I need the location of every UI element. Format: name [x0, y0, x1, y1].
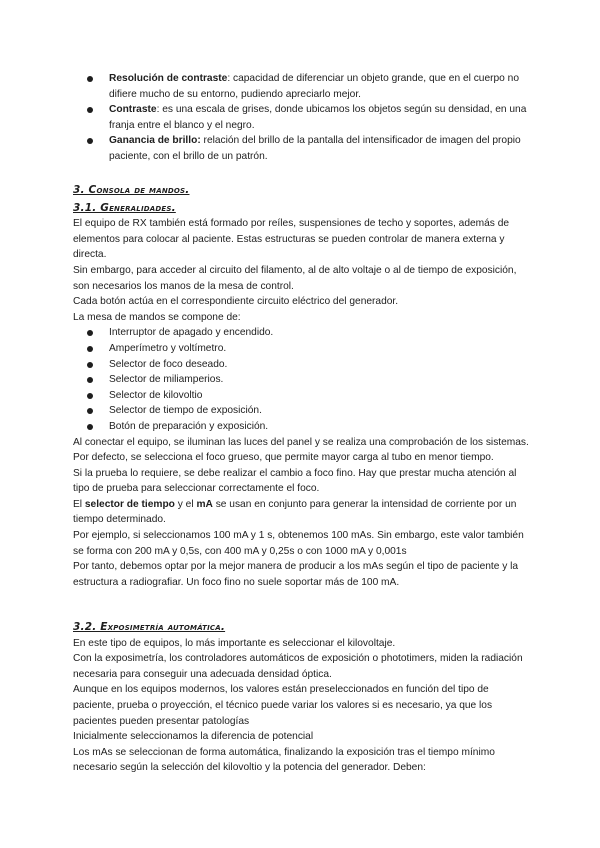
bullet-icon — [87, 377, 93, 383]
definition: : es una escala de grises, donde ubicamos los objetos según su densidad, en una franja entre el blanco y el negro. — [109, 104, 527, 131]
list-item: Selector de kilovoltio — [73, 388, 531, 404]
section-3 — [73, 183, 531, 590]
bullet-icon — [87, 424, 93, 430]
paragraph: Sin embargo, para acceder al circuito del filamento, al de alto voltaje o al de tiempo de exposición, son necesarios los manos de la mesa de control. — [73, 264, 517, 292]
bullet-icon — [87, 330, 93, 336]
list-item: Botón de preparación y exposición. — [73, 419, 531, 435]
term: Resolución de contraste — [109, 73, 228, 84]
paragraph: Con la exposimetría, los controladores automáticos de exposición o phototimers, miden la radiación necesaria para conseguir una adecuada densidad óptica. — [73, 653, 523, 680]
subsection-heading: 3.1. Generalidades. — [73, 201, 176, 214]
section-heading: 3. Consola de mandos. — [73, 184, 190, 196]
list-item — [87, 133, 527, 164]
paragraph: Si la prueba lo requiere, se debe realizar el cambio a foco fino. Hay que prestar mucha atención al tipo de prueba para seleccionar correctamente el foco. — [73, 467, 517, 495]
paragraph: El equipo de RX también está formado por reíles, suspensiones de techo y soportes, además de elementos para colocar al paciente. Estas estructuras se pueden controlar de manera externa y directa. — [73, 218, 510, 261]
paragraph: Inicialmente seleccionamos la diferencia de potencial — [73, 731, 314, 743]
paragraph: Aunque en los equipos modernos, los valores están preseleccionados en función del tipo de paciente, prueba o proyección, el técnico puede variar los valores si es necesario, ya que los pacientes pueden presentar patologías — [73, 684, 493, 727]
list-item: Amperímetro y voltímetro. — [73, 341, 531, 357]
definition: : capacidad de diferenciar un objeto grande, que en el cuerpo no difiere mucho de su entorno, pudiendo apreciarlo mejor. — [109, 73, 520, 100]
bullet-icon — [87, 107, 93, 113]
definition: relación del brillo de la pantalla del intensificador de imagen del propio paciente, con el brillo de un patrón. — [109, 135, 521, 162]
bullet-icon — [87, 362, 93, 368]
paragraph: Al conectar el equipo, se iluminan las luces del panel y se realiza una comprobación de los sistemas. — [73, 436, 529, 448]
list-item: Selector de miliamperios. — [73, 372, 531, 388]
subsection-heading: 3.2. Exposimetría automática. — [73, 621, 226, 633]
bullet-icon — [87, 393, 93, 399]
bullet-icon — [87, 76, 93, 82]
top-bullet-list — [87, 71, 527, 165]
list-item: Selector de tiempo de exposición. — [73, 403, 531, 419]
paragraph: El selector de tiempo y el mA se usan en conjunto para generar la intensidad de corriente por un tiempo determinado. — [73, 498, 517, 526]
paragraph: Los mAs se seleccionan de forma automática, finalizando la exposición tras el tiempo mínimo necesario según la selección del kilovoltio y la potencia del generador. Deben: — [73, 746, 495, 774]
control-panel-list — [73, 325, 531, 434]
section-3-2 — [73, 620, 531, 776]
paragraph: Por ejemplo, si seleccionamos 100 mA y 1 s, obtenemos 100 mAs. Sin embargo, este valor también se forma con 200 mA y 0,5s, con 400 mA y 0,25s o con 1000 mA y 0,001s — [73, 530, 524, 557]
paragraph: Por tanto, debemos optar por la mejor manera de producir a los mAs según el tipo de paciente y la estructura a radiografiar. Un foco fino no suele soportar más de 100 mA. — [73, 561, 519, 588]
term: Contraste — [109, 104, 157, 116]
list-item: Selector de foco deseado. — [73, 357, 531, 373]
term: Ganancia de brillo: — [109, 135, 201, 147]
paragraph: Cada botón actúa en el correspondiente circuito eléctrico del generador. — [73, 296, 399, 308]
bullet-icon — [87, 408, 93, 414]
paragraph: La mesa de mandos se compone de: — [73, 311, 241, 323]
bullet-icon — [87, 346, 93, 352]
bullet-icon — [87, 138, 93, 144]
list-item — [87, 102, 527, 133]
list-item: Interruptor de apagado y encendido. — [73, 325, 531, 341]
paragraph: Por defecto, se selecciona el foco grueso, que permite mayor carga al tubo en menor tiempo. — [73, 452, 494, 464]
list-item — [87, 71, 527, 102]
paragraph: En este tipo de equipos, lo más importante es seleccionar el kilovoltaje. — [73, 637, 396, 649]
